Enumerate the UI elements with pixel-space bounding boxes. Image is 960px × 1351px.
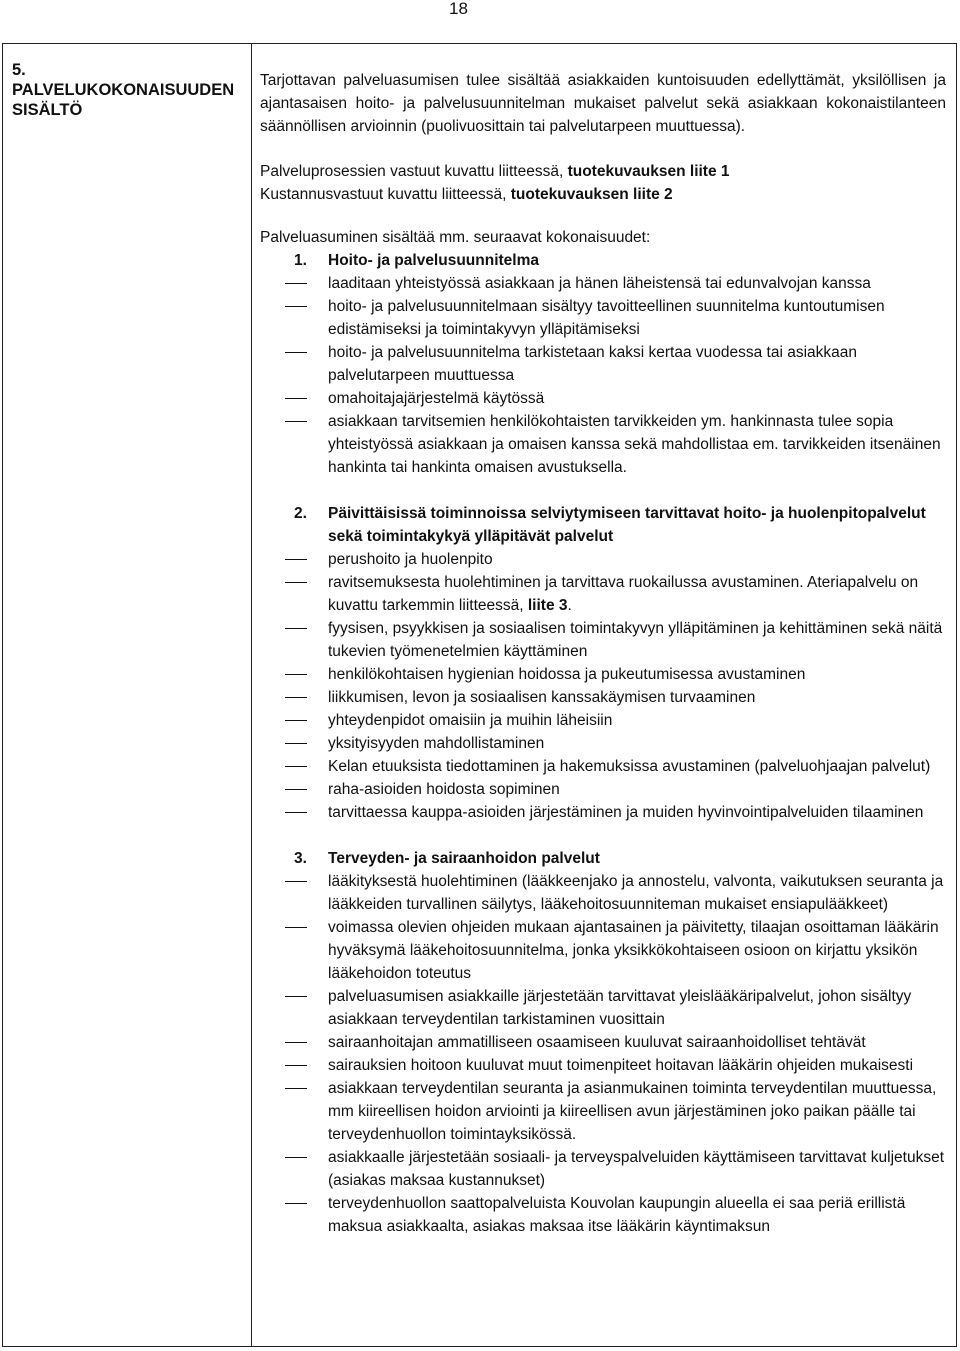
- intro-paragraph: Tarjottavan palveluasumisen tulee sisältää asiakkaiden kuntoisuuden edellyttämät, yksilöllisen ja ajantasaisen hoito- ja palvelusuunnitelman mukaiset palvelut sekä asiakkaan kokonaistilanteen säännöllisen arvioinnin (puolivuosittain tai palvelutarpeen muuttuessa).: [260, 72, 946, 135]
- section-title-line-1: PALVELUKOKONAISUUDEN: [12, 81, 235, 99]
- page-number: 18: [449, 0, 468, 18]
- service-block-2-number: 2.: [294, 505, 307, 522]
- list-item: Kelan etuuksista tiedottaminen ja hakemuksissa avustaminen (palveluohjaajan palvelut): [260, 755, 946, 778]
- process-responsibility-line: [260, 160, 946, 183]
- list-item: laaditaan yhteistyössä asiakkaan ja hänen läheistensä tai edunvalvojan kanssa: [260, 272, 946, 295]
- list-item: sairaanhoitajan ammatilliseen osaamiseen kuuluvat sairaanhoidolliset tehtävät: [260, 1031, 946, 1054]
- list-item: fyysisen, psyykkisen ja sosiaalisen toimintakyvyn ylläpitäminen ja kehittäminen sekä näitä tukevien työmenetelmien käyttäminen: [260, 617, 946, 663]
- list-item: asiakkaalle järjestetään sosiaali- ja terveyspalveluiden käyttämiseen tarvittavat kuljetukset (asiakas maksaa kustannukset): [260, 1146, 946, 1192]
- list-item: asiakkaan tarvitsemien henkilökohtaisten tarvikkeiden ym. hankinnasta tulee sopia yhteistyössä asiakkaan ja omaisen kanssa sekä mahdollistaa em. tarvikkeiden itsenäinen hankinta tai hankinta omaisen avustuksella.: [260, 410, 946, 479]
- service-block-3-title: Terveyden- ja sairaanhoidon palvelut: [328, 850, 600, 867]
- list-item: sairauksien hoitoon kuuluvat muut toimenpiteet hoitavan lääkärin ohjeiden mukaisesti: [260, 1054, 946, 1077]
- list-item: omahoitajajärjestelmä käytössä: [260, 387, 946, 410]
- section-number: 5.: [12, 61, 26, 79]
- list-item: henkilökohtaisen hygienian hoidossa ja pukeutumisessa avustaminen: [260, 663, 946, 686]
- list-item: asiakkaan terveydentilan seuranta ja asianmukainen toiminta terveydentilan muuttuessa, mm kiireellisen hoidon arviointi ja kiireellisen avun järjestäminen joko paikan päälle tai terveydenhuollon toimintayksikössä.: [260, 1077, 946, 1146]
- service-block-3: [260, 847, 946, 1238]
- service-block-1-list: [260, 272, 946, 479]
- section-title-line-2: SISÄLTÖ: [12, 101, 83, 119]
- attachment-reference: liite 3: [527, 597, 568, 614]
- list-item-text: ravitsemuksesta huolehtiminen ja tarvittava ruokailussa avustaminen. Ateriapalvelu on kuvattu tarkemmin liitteessä,: [328, 574, 919, 614]
- section-heading-cell: [3, 44, 252, 1346]
- service-block-1-title: Hoito- ja palvelusuunnitelma: [328, 252, 539, 269]
- service-block-3-list: [260, 870, 946, 1238]
- list-item: liikkumisen, levon ja sosiaalisen kanssakäymisen turvaaminen: [260, 686, 946, 709]
- list-item: perushoito ja huolenpito: [260, 548, 946, 571]
- service-block-3-heading: [260, 847, 946, 870]
- service-block-2-heading: [260, 502, 946, 548]
- list-item: tarvittaessa kauppa-asioiden järjestäminen ja muiden hyvinvointipalveluiden tilaaminen: [260, 801, 946, 824]
- list-item: hoito- ja palvelusuunnitelma tarkistetaan kaksi kertaa vuodessa tai asiakkaan palvelutarpeen muuttuessa: [260, 341, 946, 387]
- process-responsibility-text: Palveluprosessien vastuut kuvattu liitteessä,: [260, 163, 568, 180]
- contents-intro: Palveluasuminen sisältää mm. seuraavat kokonaisuudet:: [260, 229, 651, 246]
- cost-responsibility-text: Kustannusvastuut kuvattu liitteessä,: [260, 186, 511, 203]
- service-block-2-title: Päivittäisissä toiminnoissa selviytymiseen tarvittavat hoito- ja huolenpitopalvelut sekä toimintakykyä ylläpitävät palvelut: [328, 505, 926, 545]
- service-block-1: [260, 249, 946, 479]
- list-item: palveluasumisen asiakkaille järjestetään tarvittavat yleislääkäripalvelut, johon sisältyy asiakkaan terveydentilan tarkistaminen vuosittain: [260, 985, 946, 1031]
- cost-responsibility-reference: tuotekuvauksen liite 2: [510, 186, 673, 203]
- service-block-1-number: 1.: [294, 252, 307, 269]
- list-item: terveydenhuollon saattopalveluista Kouvolan kaupungin alueella ei saa periä erillistä maksua asiakkaalta, asiakas maksaa itse lääkärin käyntimaksun: [260, 1192, 946, 1238]
- process-responsibility-reference: tuotekuvauksen liite 1: [567, 163, 730, 180]
- service-block-3-number: 3.: [294, 850, 307, 867]
- service-block-2-list: [260, 548, 946, 824]
- cost-responsibility-line: [260, 183, 946, 206]
- service-block-1-heading: [260, 249, 946, 272]
- section-body-cell: [252, 44, 956, 1346]
- list-item: yksityisyyden mahdollistaminen: [260, 732, 946, 755]
- list-item: voimassa olevien ohjeiden mukaan ajantasainen ja päivitetty, tilaajan osoittaman lääkärin hyväksymä lääkehoitosuunnitelma, jonka yksikkökohtaiseen osioon on kirjattu yksikön lääkehoidon toteutus: [260, 916, 946, 985]
- list-item: lääkityksestä huolehtiminen (lääkkeenjako ja annostelu, valvonta, vaikutuksen seuranta ja lääkkeiden turvallinen säilytys, lääkehoitosuunniteman mukaiset ensiapulääkkeet): [260, 870, 946, 916]
- list-item: ravitsemuksesta huolehtiminen ja tarvittava ruokailussa avustaminen. Ateriapalvelu on kuvattu tarkemmin liitteessä, liite 3.: [260, 571, 946, 617]
- service-block-2: [260, 502, 946, 824]
- list-item: yhteydenpidot omaisiin ja muihin läheisiin: [260, 709, 946, 732]
- list-item: hoito- ja palvelusuunnitelmaan sisältyy tavoitteellinen suunnitelma kuntoutumisen edistämiseksi ja toimintakyvyn ylläpitämiseksi: [260, 295, 946, 341]
- list-item: raha-asioiden hoidosta sopiminen: [260, 778, 946, 801]
- content-table: [2, 43, 957, 1347]
